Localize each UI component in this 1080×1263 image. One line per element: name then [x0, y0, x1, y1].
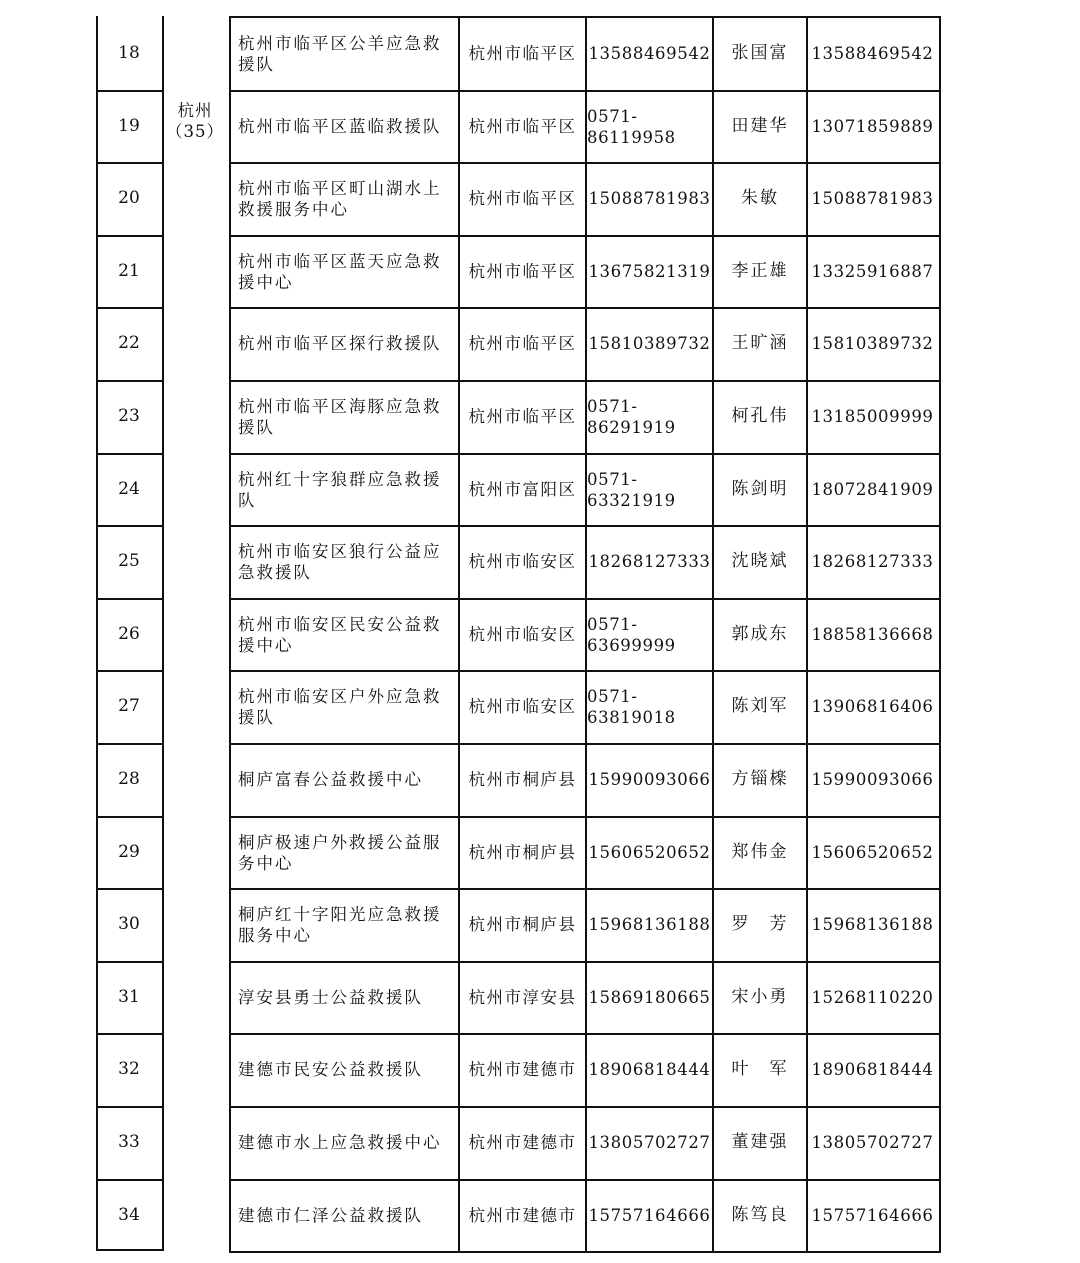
cell-team: 杭州市临安区户外应急救援队	[238, 686, 442, 727]
city-name: 杭州	[177, 101, 213, 120]
cell-mobile: 15757164666	[811, 1206, 934, 1225]
cell-area: 杭州市临安区	[468, 697, 577, 716]
cell-phone: 15088781983	[588, 189, 711, 208]
cell-mobile: 13805702727	[811, 1133, 934, 1152]
cell-team: 杭州市临平区公羊应急救援队	[238, 33, 442, 74]
cell-area: 杭州市临平区	[468, 262, 577, 281]
city-count: （35）	[166, 122, 224, 141]
cell-area: 杭州市临平区	[468, 189, 577, 208]
cell-person: 陈笃良	[731, 1205, 789, 1225]
cell-area: 杭州市桐庐县	[468, 843, 577, 862]
cell-area: 杭州市临安区	[468, 552, 577, 571]
cell-area: 杭州市临平区	[468, 407, 577, 426]
cell-phone: 13805702727	[588, 1133, 711, 1152]
cell-no: 29	[118, 842, 140, 862]
cell-person: 沈晓斌	[731, 551, 789, 571]
cell-mobile: 13588469542	[811, 44, 934, 63]
cell-team: 杭州市临平区蓝天应急救援中心	[238, 251, 442, 292]
cell-team: 杭州市临平区海豚应急救援队	[238, 396, 442, 437]
cell-phone: 15869180665	[588, 988, 711, 1007]
cell-area: 杭州市淳安县	[468, 988, 577, 1007]
cell-no: 24	[118, 479, 140, 499]
cell-team: 杭州市临平区探行救援队	[238, 334, 442, 353]
cell-person: 宋小勇	[731, 987, 789, 1007]
cell-person: 田建华	[731, 116, 789, 136]
cell-phone: 0571-86119958	[587, 106, 676, 147]
cell-person: 郭成东	[731, 624, 789, 644]
cell-person: 柯孔伟	[731, 406, 789, 426]
cell-phone: 0571-63819018	[587, 686, 676, 727]
cell-mobile: 18858136668	[811, 625, 934, 644]
cell-area: 杭州市建德市	[468, 1206, 577, 1225]
cell-area: 杭州市桐庐县	[468, 770, 577, 789]
cell-phone: 0571-63699999	[587, 614, 676, 655]
cell-team: 杭州市临安区狼行公益应急救援队	[238, 541, 442, 582]
cell-no: 18	[118, 43, 140, 63]
cell-person: 罗 芳	[731, 914, 789, 934]
cell-no: 30	[118, 914, 140, 934]
cell-mobile: 18906818444	[811, 1060, 934, 1079]
cell-mobile: 18268127333	[811, 552, 934, 571]
cell-no: 28	[118, 769, 140, 789]
cell-person: 张国富	[731, 43, 789, 63]
cell-person: 王旷涵	[731, 333, 789, 353]
cell-no: 32	[118, 1059, 140, 1079]
cell-person: 董建强	[731, 1132, 789, 1152]
cell-person: 朱敏	[741, 188, 779, 208]
cell-team: 建德市水上应急救援中心	[238, 1133, 442, 1152]
cell-no: 21	[118, 261, 140, 281]
cell-mobile: 13071859889	[811, 117, 934, 136]
cell-person: 方锱檪	[731, 769, 789, 789]
cell-mobile: 15606520652	[811, 843, 934, 862]
cell-mobile: 15810389732	[811, 334, 934, 353]
cell-mobile: 15990093066	[811, 770, 934, 789]
cell-mobile: 13325916887	[811, 262, 934, 281]
cell-team: 桐庐富春公益救援中心	[238, 770, 423, 789]
cell-phone: 18268127333	[588, 552, 711, 571]
cell-no: 19	[118, 116, 140, 136]
cell-no: 27	[118, 696, 140, 716]
cell-phone: 15990093066	[588, 770, 711, 789]
cell-team: 杭州市临安区民安公益救援中心	[238, 614, 442, 655]
cell-area: 杭州市临平区	[468, 44, 577, 63]
cell-mobile: 13185009999	[811, 407, 934, 426]
cell-area: 杭州市桐庐县	[468, 915, 577, 934]
cell-phone: 18906818444	[588, 1060, 711, 1079]
cell-person: 陈剑明	[731, 479, 789, 499]
cell-phone: 15757164666	[588, 1206, 711, 1225]
cell-no: 34	[118, 1205, 140, 1225]
cell-no: 26	[118, 624, 140, 644]
cell-mobile: 13906816406	[811, 697, 934, 716]
cell-no: 31	[118, 987, 140, 1007]
cell-mobile: 15268110220	[811, 988, 934, 1007]
cell-no: 22	[118, 333, 140, 353]
cell-team: 桐庐极速户外救援公益服务中心	[238, 832, 442, 873]
cell-team: 建德市民安公益救援队	[238, 1060, 423, 1079]
cell-no: 23	[118, 406, 140, 426]
cell-team: 建德市仁泽公益救援队	[238, 1206, 423, 1225]
cell-person: 陈刘军	[731, 696, 789, 716]
cell-person: 叶 军	[731, 1059, 789, 1079]
cell-phone: 15968136188	[588, 915, 711, 934]
cell-no: 33	[118, 1132, 140, 1152]
city-group-label	[163, 100, 227, 142]
cell-no: 25	[118, 551, 140, 571]
cell-phone: 0571-86291919	[587, 396, 676, 437]
cell-mobile: 18072841909	[811, 480, 934, 499]
cell-area: 杭州市临平区	[468, 334, 577, 353]
cell-team: 杭州红十字狼群应急救援队	[238, 469, 442, 510]
cell-team: 淳安县勇士公益救援队	[238, 988, 423, 1007]
cell-team: 杭州市临平区町山湖水上救援服务中心	[238, 178, 442, 219]
cell-team: 桐庐红十字阳光应急救援服务中心	[238, 904, 442, 945]
cell-area: 杭州市临平区	[468, 117, 577, 136]
cell-phone: 13675821319	[588, 262, 711, 281]
cell-phone: 13588469542	[588, 44, 711, 63]
cell-team: 杭州市临平区蓝临救援队	[238, 117, 442, 136]
cell-area: 杭州市富阳区	[468, 480, 577, 499]
cell-no: 20	[118, 188, 140, 208]
cell-area: 杭州市建德市	[468, 1060, 577, 1079]
cell-mobile: 15968136188	[811, 915, 934, 934]
cell-phone: 0571-63321919	[587, 469, 676, 510]
cell-area: 杭州市建德市	[468, 1133, 577, 1152]
cell-phone: 15606520652	[588, 843, 711, 862]
cell-phone: 15810389732	[588, 334, 711, 353]
cell-person: 郑伟金	[731, 842, 789, 862]
cell-person: 李正雄	[731, 261, 789, 281]
cell-area: 杭州市临安区	[468, 625, 577, 644]
cell-mobile: 15088781983	[811, 189, 934, 208]
